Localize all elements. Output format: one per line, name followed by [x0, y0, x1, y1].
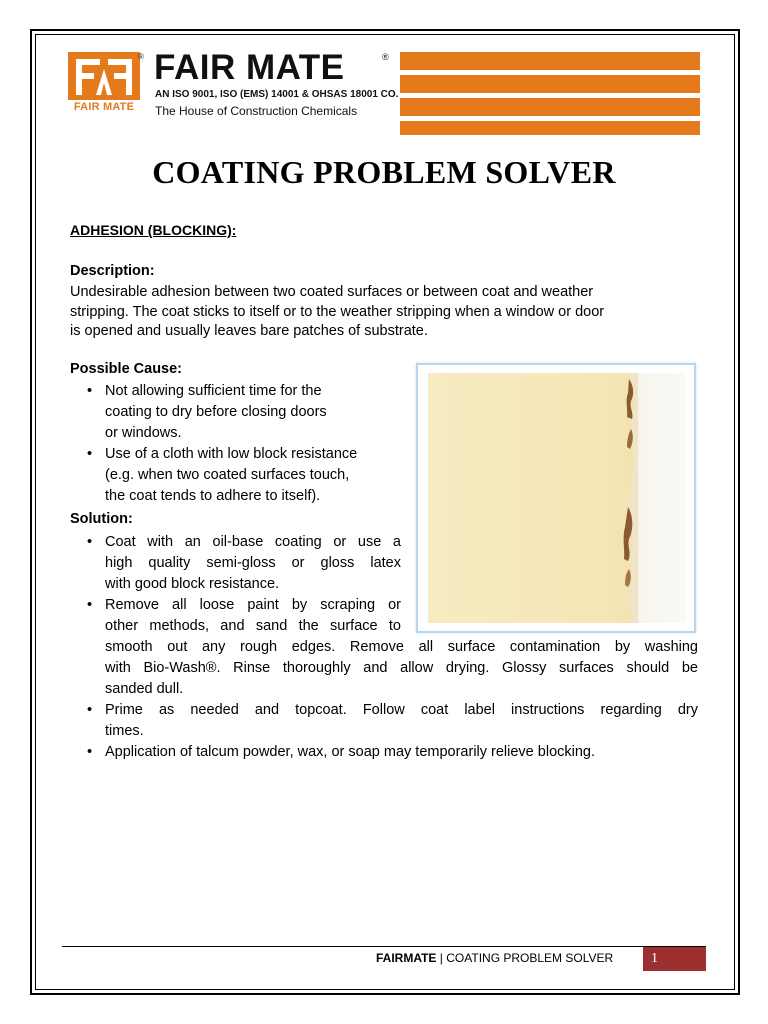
footer-brand: FAIRMATE: [376, 951, 437, 965]
footer-title: COATING PROBLEM SOLVER: [446, 951, 614, 965]
list-item-line: Prime as needed and topcoat. Follow coat label instructions regarding dry: [105, 702, 698, 718]
logo-caption: FAIR MATE: [73, 101, 135, 113]
logo-registered-mark: ®: [138, 52, 144, 61]
footer-separator: |: [436, 951, 447, 965]
bullet-icon: •: [87, 446, 93, 462]
list-item-line: or windows.: [105, 425, 182, 441]
blocking-example-photo-frame: [416, 363, 696, 633]
page-title: COATING PROBLEM SOLVER: [152, 154, 616, 190]
list-item-line: coating to dry before closing doors: [105, 404, 327, 420]
list-item-line: with Bio-Wash®. Rinse thoroughly and allow drying. Glossy surfaces should be: [105, 660, 698, 676]
list-item-line: Application of talcum powder, wax, or soap may temporarily relieve blocking.: [105, 744, 596, 760]
brand-iso-line: AN ISO 9001, ISO (EMS) 14001 & OHSAS 18001 CO.: [155, 89, 399, 100]
bullet-icon: •: [87, 597, 93, 613]
bullet-icon: •: [87, 534, 93, 550]
bullet-icon: •: [87, 383, 93, 399]
blocking-example-photo: [428, 373, 686, 623]
cause-list: [70, 381, 410, 507]
bullet-icon: •: [87, 744, 93, 760]
list-item: [70, 532, 401, 595]
list-item-line: with good block resistance.: [105, 576, 280, 592]
section-heading: ADHESION (BLOCKING):: [70, 222, 237, 238]
page-number: 1: [643, 947, 706, 971]
brand-tagline: The House of Construction Chemicals: [155, 104, 358, 118]
footer-text: [376, 951, 613, 965]
description-label: Description:: [70, 263, 155, 279]
brand-registered-mark: ®: [382, 52, 389, 62]
solution-label: Solution:: [70, 511, 133, 527]
header-accent-bars: [400, 52, 700, 140]
list-item-line: the coat tends to adhere to itself).: [105, 488, 321, 504]
description-text: [70, 283, 698, 342]
list-item-line: times.: [105, 723, 144, 739]
list-item-line: sanded dull.: [105, 681, 184, 697]
list-item-line: (e.g. when two coated surfaces touch,: [105, 467, 350, 483]
list-item: [70, 381, 410, 444]
list-item-line: Not allowing sufficient time for the: [105, 383, 322, 399]
bullet-icon: •: [87, 702, 93, 718]
list-item: [70, 444, 410, 507]
paint-damage-illustration: [428, 373, 686, 623]
list-item-line: Coat with an oil-base coating or use a: [105, 534, 401, 550]
list-item-line: smooth out any rough edges. Remove all surface contamination by washing: [105, 639, 698, 655]
list-item-line: other methods, and sand the surface to: [105, 618, 401, 634]
description-line: Undesirable adhesion between two coated surfaces or between coat and weather: [70, 284, 594, 300]
brand-name: FAIR MATE: [154, 48, 345, 87]
possible-cause-label: Possible Cause:: [70, 361, 183, 377]
list-item-line: high quality semi-gloss or gloss latex: [105, 555, 401, 571]
list-item-line: Remove all loose paint by scraping or: [105, 597, 401, 613]
footer-rule: [62, 946, 706, 947]
list-item-line: Use of a cloth with low block resistance: [105, 446, 358, 462]
list-item: [70, 742, 698, 763]
description-line: is opened and usually leaves bare patches of substrate.: [70, 323, 428, 339]
list-item: [70, 700, 698, 742]
description-line: stripping. The coat sticks to itself or to the weather stripping when a window or door: [70, 303, 605, 320]
